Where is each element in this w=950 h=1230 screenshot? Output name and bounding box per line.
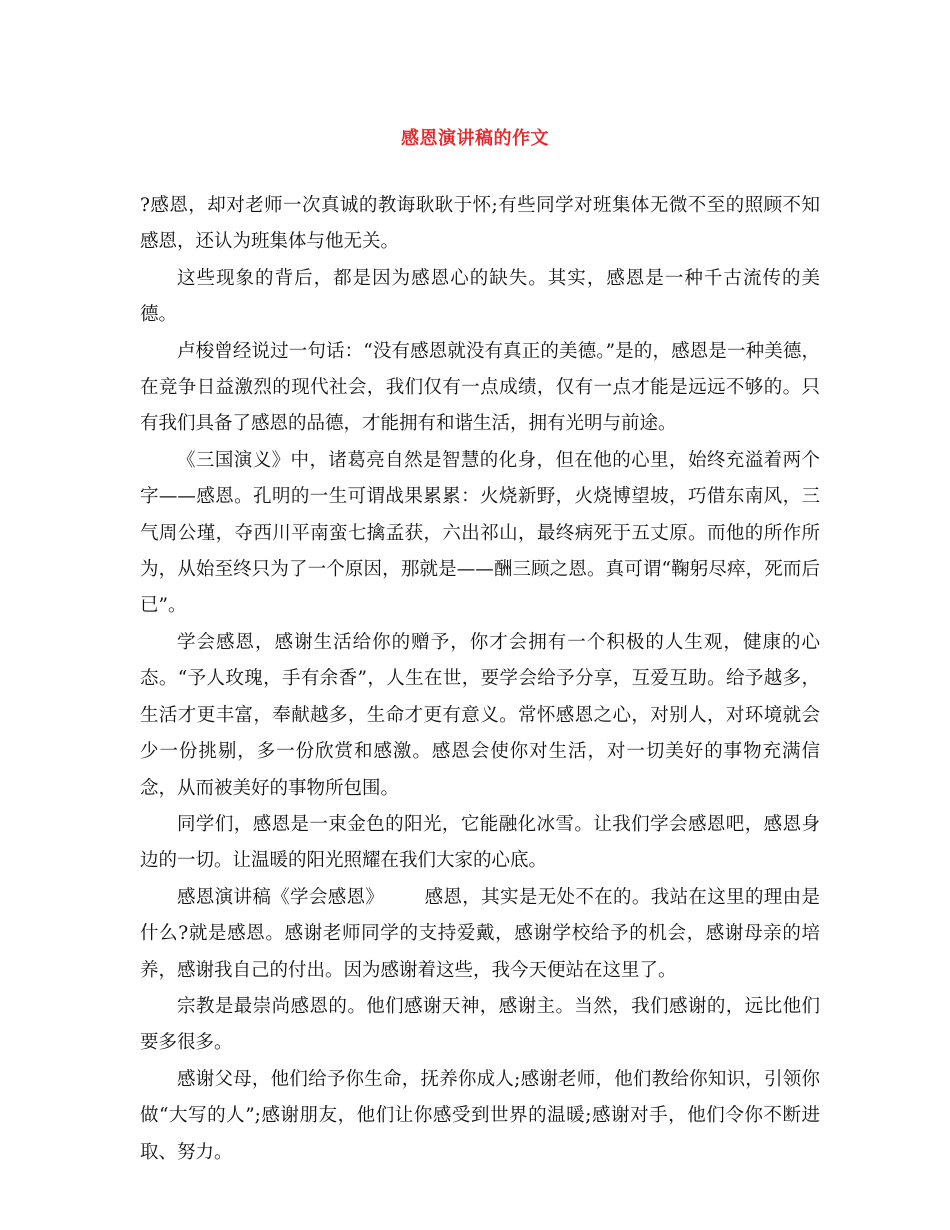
speech-body: 感恩，其实是无处不在的。我站在这里的理由是什么?就是感恩。感谢老师同学的支持爱戴，感谢学校给予的机会，感谢母亲的培养，感谢我自己的付出。因为感谢着这些，我今天便站在这里了。 bbox=[140, 886, 820, 981]
speech-heading: 感恩演讲稿《学会感恩》 bbox=[177, 886, 385, 908]
paragraph-3: 卢梭曾经说过一句话：“没有感恩就没有真正的美德。”是的，感恩是一种美德，在竞争日益激烈的现代社会，我们仅有一点成绩，仅有一点才能是远远不够的。只有我们具备了感恩的品德，才能拥有和谐生活，拥有光明与前途。 bbox=[140, 340, 820, 435]
document-title: 感恩演讲稿的作文 bbox=[401, 128, 549, 149]
paragraph-8: 感谢父母，他们给予你生命，抚养你成人;感谢老师，他们教给你知识，引领你做“大写的人”;感谢朋友，他们让你感受到世界的温暖;感谢对手，他们令你不断进取、努力。 bbox=[140, 1068, 820, 1163]
document-body bbox=[140, 188, 820, 1171]
paragraph-5: 学会感恩，感谢生活给你的赠予，你才会拥有一个积极的人生观，健康的心态。“予人玫瑰，手有余香”，人生在世，要学会给予分享，互爱互助。给予越多，生活才更丰富，奉献越多，生命才更有意义。常怀感恩之心，对别人，对环境就会少一份挑剔，多一份欣赏和感激。感恩会使你对生活，对一切美好的事物充满信念，从而被美好的事物所包围。 bbox=[140, 631, 820, 799]
paragraph-7: 宗教是最崇尚感恩的。他们感谢天神，感谢主。当然，我们感谢的，远比他们要多很多。 bbox=[140, 995, 820, 1054]
paragraph-speech bbox=[140, 880, 820, 989]
paragraph-1: ?感恩，却对老师一次真诚的教诲耿耿于怀;有些同学对班集体无微不至的照顾不知感恩，还认为班集体与他无关。 bbox=[140, 195, 820, 253]
paragraph-2: 这些现象的背后，都是因为感恩心的缺失。其实，感恩是一种千古流传的美德。 bbox=[140, 267, 820, 326]
paragraph-4: 《三国演义》中，诸葛亮自然是智慧的化身，但在他的心里，始终充溢着两个字——感恩。孔明的一生可谓战果累累：火烧新野，火烧博望坡，巧借东南风，三气周公瑾，夺西川平南蛮七擒孟获，六出祁山，最终病死于五丈原。而他的所作所为，从始至终只为了一个原因，那就是——酬三顾之恩。真可谓“鞠躬尽瘁，死而后已”。 bbox=[140, 449, 820, 617]
paragraph-6: 同学们，感恩是一束金色的阳光，它能融化冰雪。让我们学会感恩吧，感恩身边的一切。让温暖的阳光照耀在我们大家的心底。 bbox=[140, 813, 820, 872]
